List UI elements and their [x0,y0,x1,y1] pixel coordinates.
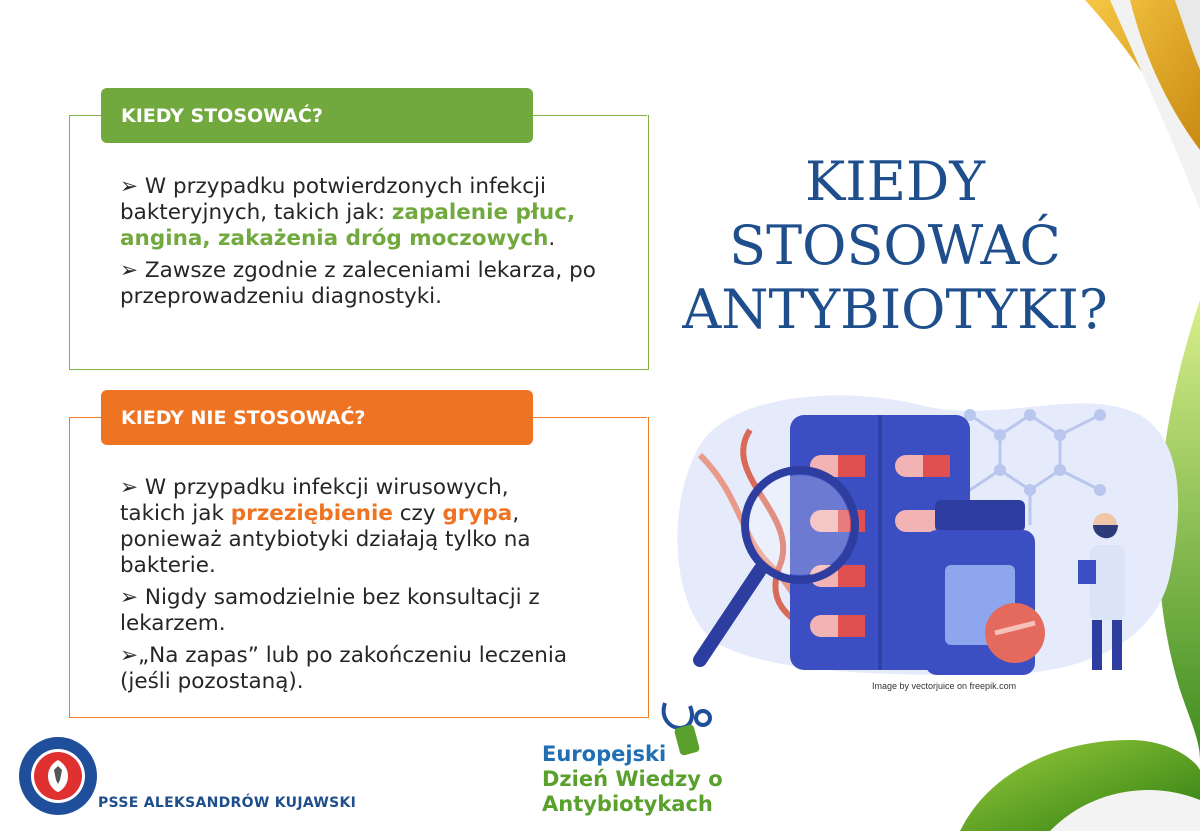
when-not-bullet-2 [120,585,570,637]
when-not-bullets [120,475,570,695]
arrow-bullet-icon: ➢ [120,475,145,500]
title-line-1: KIEDY [804,150,986,213]
organization-name: PSSE ALEKSANDRÓW KUJAWSKI [98,795,357,811]
antibiotics-illustration [660,375,1200,685]
when-bullet-2-text: Zawsze zgodnie z zaleceniami lekarza, po przeprowadzeniu diagnostyki. [120,258,596,309]
sanitary-inspection-seal [18,736,98,816]
event-line-3: Antybiotykach [542,792,713,816]
when-not-header-text: KIEDY NIE STOSOWAĆ? [121,406,366,429]
when-bullets [120,174,620,310]
when-not-bullet-3 [120,643,570,695]
when-not-bullet-2-text: Nigdy samodzielnie bez konsultacji z lekarzem. [120,585,540,636]
arrow-bullet-icon: ➢ [120,643,139,668]
when-header [101,88,533,143]
when-bullet-2 [120,258,620,310]
when-not-bullet-1-mid: czy [392,501,443,526]
when-bullet-1 [120,174,620,252]
event-line-1: Europejski [542,742,667,766]
illustration-credit: Image by vectorjuice on freepik.com [872,681,1017,691]
when-bullet-1-text: W przypadku potwierdzonych infekcji bakteryjnych, takich jak: [120,174,546,225]
when-not-header [101,390,533,445]
when-not-highlight-cold: przeziębienie [230,501,393,526]
event-logo-text [542,742,723,817]
when-bullet-1-highlight: zapalenie płuc, angina, zakażenia dróg moczowych [120,200,576,251]
arrow-bullet-icon: ➢ [120,174,145,199]
when-not-bullet-1-end: , ponieważ antybiotyki działają tylko na bakterie. [120,501,531,578]
when-header-text: KIEDY STOSOWAĆ? [121,104,323,127]
title-line-3: ANTYBIOTYKI? [682,278,1108,341]
page-title [660,150,1130,342]
arrow-bullet-icon: ➢ [120,585,145,610]
when-not-bullet-1-text: W przypadku infekcji wirusowych, takich jak [120,475,509,526]
title-line-2: STOSOWAĆ [729,214,1061,277]
when-not-bullet-1 [120,475,570,579]
arrow-bullet-icon: ➢ [120,258,145,283]
when-not-bullet-3-text: „Na zapas” lub po zakończeniu leczenia (jeśli pozostaną). [120,643,568,694]
when-not-highlight-flu: grypa [442,501,513,526]
when-bullet-1-end: . [548,226,556,251]
event-line-2: Dzień Wiedzy o [542,767,723,791]
